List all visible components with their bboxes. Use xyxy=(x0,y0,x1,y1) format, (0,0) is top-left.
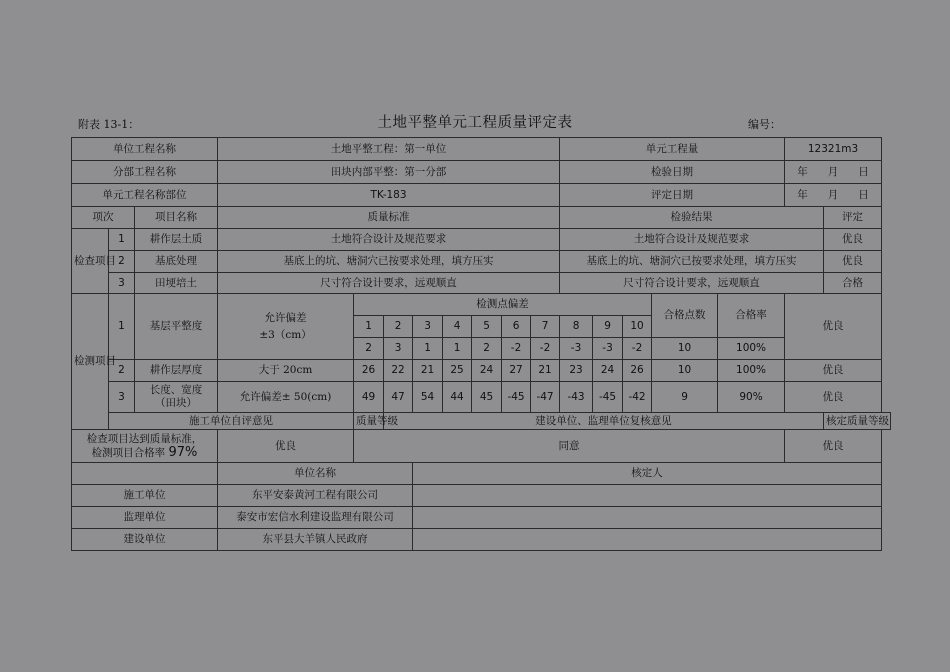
measure-grade: 优良 xyxy=(785,294,882,360)
check-standard: 基底上的坑、塘洞穴已按要求处理，填方压实 xyxy=(218,251,560,273)
pass-count-label: 合格点数 xyxy=(652,294,718,338)
allow-cell: 允许偏差 ±3（cm） xyxy=(218,294,354,360)
check-no: 1 xyxy=(109,229,135,251)
signoff-verifier xyxy=(413,507,882,529)
verifier-label: 核定人 xyxy=(413,463,882,485)
point-value: 45 xyxy=(472,382,502,413)
inspect-date-value: 年 月 日 xyxy=(785,161,882,184)
point-value: 47 xyxy=(384,382,413,413)
check-row-3 xyxy=(72,273,891,294)
check-no: 2 xyxy=(109,251,135,273)
measure-grade: 优良 xyxy=(785,382,882,413)
check-grade: 优良 xyxy=(824,229,882,251)
self-pass-rate: 97% xyxy=(168,444,198,460)
measure-group-label: 检测项目 xyxy=(72,294,109,430)
col-item-header: 项目名称 xyxy=(135,207,218,229)
code-label: 编号： xyxy=(748,118,781,131)
col-standard-header: 质量标准 xyxy=(218,207,560,229)
check-result: 基底上的坑、塘洞穴已按要求处理，填方压实 xyxy=(560,251,824,273)
signoff-unit-name: 东平县大羊镇人民政府 xyxy=(218,529,413,551)
opinion-value-row xyxy=(72,430,891,463)
point-number: 2 xyxy=(384,316,413,338)
signoff-empty xyxy=(72,463,218,485)
check-row-1 xyxy=(72,229,891,251)
pass-count: 10 xyxy=(652,360,718,382)
signoff-unit-name: 东平安泰黄河工程有限公司 xyxy=(218,485,413,507)
point-number: 4 xyxy=(443,316,472,338)
element-name-value: TK-183 xyxy=(218,184,560,207)
point-value: 44 xyxy=(443,382,472,413)
measure-grade: 优良 xyxy=(785,360,882,382)
info-row-sub-project xyxy=(72,161,891,184)
signoff-role: 建设单位 xyxy=(72,529,218,551)
signoff-unit-name: 泰安市宏信水利建设监理有限公司 xyxy=(218,507,413,529)
review-opinion-label: 建设单位、监理单位复核意见 xyxy=(384,413,824,430)
point-value: 22 xyxy=(384,360,413,382)
pass-count: 10 xyxy=(652,338,718,360)
col-grade-header: 评定 xyxy=(824,207,882,229)
check-name: 耕作层土质 xyxy=(135,229,218,251)
eval-date-label: 评定日期 xyxy=(560,184,785,207)
check-result: 土地符合设计及规范要求 xyxy=(560,229,824,251)
opinion-header-row xyxy=(72,413,891,430)
quality-evaluation-table xyxy=(71,137,891,551)
self-opinion-text: 检查项目达到质量标准， 检测项目合格率 97% xyxy=(72,430,218,463)
pass-rate: 100% xyxy=(718,360,785,382)
measure-name: 长度、宽度 （田块） xyxy=(135,382,218,413)
signoff-role: 施工单位 xyxy=(72,485,218,507)
check-name: 基底处理 xyxy=(135,251,218,273)
point-value: 2 xyxy=(472,338,502,360)
attachment-label: 附表 13-1： xyxy=(78,118,140,131)
verify-grade: 优良 xyxy=(785,430,882,463)
point-value: 23 xyxy=(560,360,593,382)
point-value: -3 xyxy=(593,338,623,360)
point-value: 1 xyxy=(413,338,443,360)
check-name: 田埂培土 xyxy=(135,273,218,294)
point-value: 21 xyxy=(413,360,443,382)
signoff-row xyxy=(72,529,891,551)
element-name-label: 单元工程名称部位 xyxy=(72,184,218,207)
point-value: -2 xyxy=(502,338,531,360)
pass-rate: 90% xyxy=(718,382,785,413)
col-result-header: 检验结果 xyxy=(560,207,824,229)
measure-name: 基层平整度 xyxy=(135,294,218,360)
column-header-row xyxy=(72,207,891,229)
measure-no: 1 xyxy=(109,294,135,360)
measure-row-2 xyxy=(72,360,891,382)
check-standard: 土地符合设计及规范要求 xyxy=(218,229,560,251)
point-number: 8 xyxy=(560,316,593,338)
info-row-unit-project xyxy=(72,138,891,161)
point-value: -43 xyxy=(560,382,593,413)
pass-count: 9 xyxy=(652,382,718,413)
self-grade: 优良 xyxy=(218,430,354,463)
unit-quantity-value: 12321m3 xyxy=(785,138,882,161)
measure-no: 2 xyxy=(109,360,135,382)
point-number: 1 xyxy=(354,316,384,338)
signoff-header-row xyxy=(72,463,891,485)
point-value: -42 xyxy=(623,382,652,413)
point-value: 24 xyxy=(593,360,623,382)
measure-header-row xyxy=(72,294,891,316)
quality-grade-label: 质量等级 xyxy=(354,413,384,430)
signoff-role: 监理单位 xyxy=(72,507,218,529)
point-value: -45 xyxy=(502,382,531,413)
point-number: 3 xyxy=(413,316,443,338)
sub-project-value: 田块内部平整：第一分部 xyxy=(218,161,560,184)
measure-no: 3 xyxy=(109,382,135,413)
check-result: 尺寸符合设计要求，远观顺直 xyxy=(560,273,824,294)
sub-project-label: 分部工程名称 xyxy=(72,161,218,184)
check-no: 3 xyxy=(109,273,135,294)
check-grade: 优良 xyxy=(824,251,882,273)
signoff-verifier xyxy=(413,485,882,507)
point-value: 49 xyxy=(354,382,384,413)
info-row-element-name xyxy=(72,184,891,207)
unit-project-value: 土地平整工程：第一单位 xyxy=(218,138,560,161)
measure-allow: 允许偏差± 50(cm) xyxy=(218,382,354,413)
signoff-verifier xyxy=(413,529,882,551)
point-value: -3 xyxy=(560,338,593,360)
verify-grade-label: 核定质量等级 xyxy=(824,413,891,430)
measure-allow: 大于 20cm xyxy=(218,360,354,382)
unit-project-label: 单位工程名称 xyxy=(72,138,218,161)
eval-date-value: 年 月 日 xyxy=(785,184,882,207)
check-group-label: 检查项目 xyxy=(72,229,109,294)
point-value: -45 xyxy=(593,382,623,413)
point-value: 54 xyxy=(413,382,443,413)
point-value: 1 xyxy=(443,338,472,360)
point-value: 25 xyxy=(443,360,472,382)
pass-rate-label: 合格率 xyxy=(718,294,785,338)
point-number: 10 xyxy=(623,316,652,338)
points-label: 检测点偏差 xyxy=(354,294,652,316)
point-number: 5 xyxy=(472,316,502,338)
point-value: -2 xyxy=(531,338,560,360)
check-standard: 尺寸符合设计要求，远观顺直 xyxy=(218,273,560,294)
unit-name-label: 单位名称 xyxy=(218,463,413,485)
signoff-row xyxy=(72,507,891,529)
point-value: 3 xyxy=(384,338,413,360)
review-text: 同意 xyxy=(354,430,785,463)
point-value: 21 xyxy=(531,360,560,382)
pass-rate: 100% xyxy=(718,338,785,360)
measure-name: 耕作层厚度 xyxy=(135,360,218,382)
point-number: 7 xyxy=(531,316,560,338)
self-opinion-label: 施工单位自评意见 xyxy=(109,413,354,430)
point-value: 24 xyxy=(472,360,502,382)
signoff-row xyxy=(72,485,891,507)
point-number: 6 xyxy=(502,316,531,338)
point-value: -47 xyxy=(531,382,560,413)
check-grade: 合格 xyxy=(824,273,882,294)
point-value: 26 xyxy=(354,360,384,382)
point-value: 26 xyxy=(623,360,652,382)
point-value: 27 xyxy=(502,360,531,382)
measure-row-3 xyxy=(72,382,891,413)
check-row-2 xyxy=(72,251,891,273)
point-value: 2 xyxy=(354,338,384,360)
inspect-date-label: 检验日期 xyxy=(560,161,785,184)
col-seq-header: 项次 xyxy=(72,207,135,229)
point-value: -2 xyxy=(623,338,652,360)
document-title: 土地平整单元工程质量评定表 xyxy=(377,115,573,131)
unit-quantity-label: 单元工程量 xyxy=(560,138,785,161)
point-number: 9 xyxy=(593,316,623,338)
